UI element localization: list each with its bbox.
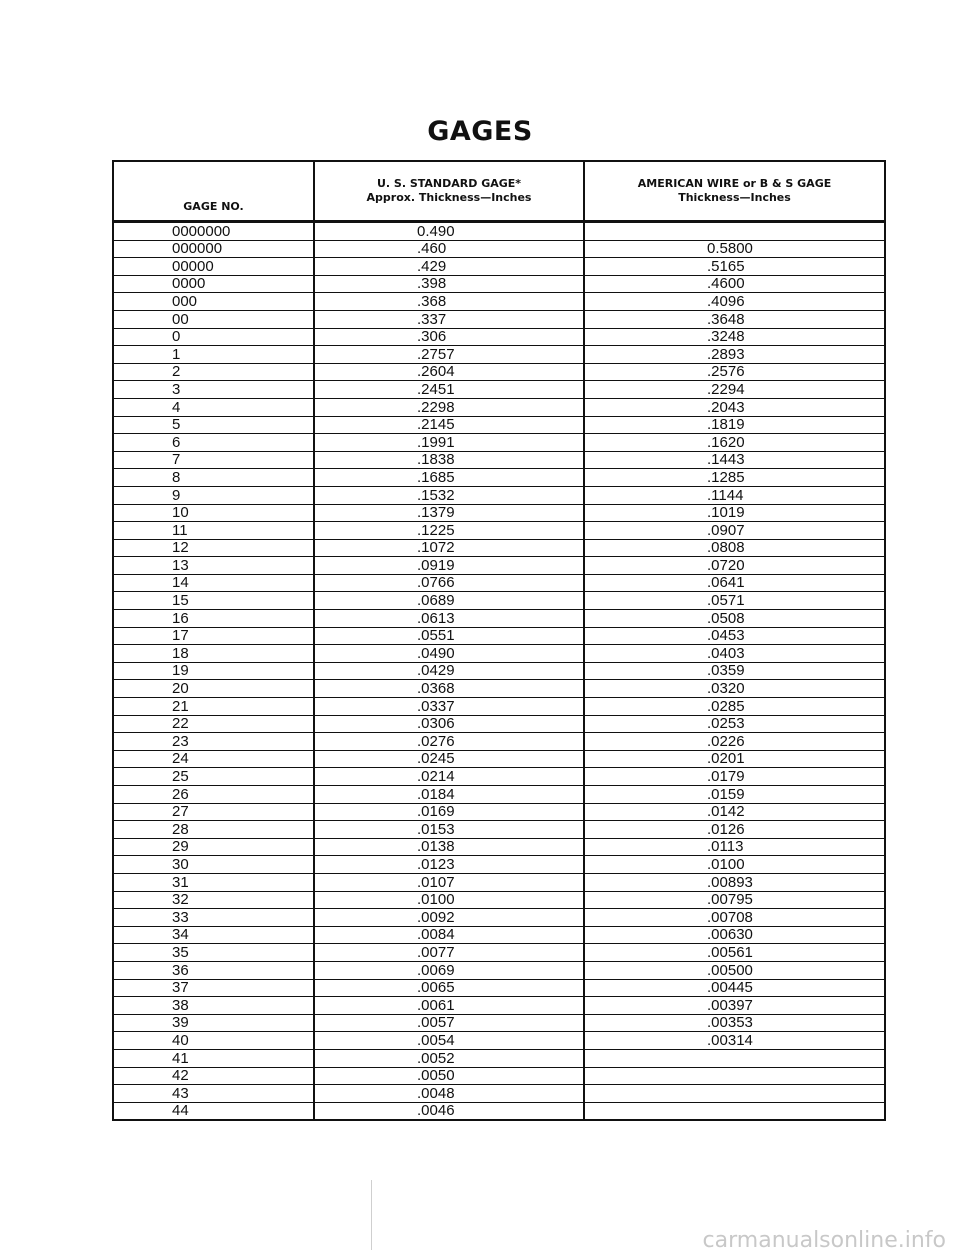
gage-cell: 39 xyxy=(114,1014,314,1032)
gage-cell: 33 xyxy=(114,909,314,927)
awg-cell: .1285 xyxy=(584,469,884,487)
awg-cell: .0508 xyxy=(584,610,884,628)
us-standard-cell: .0065 xyxy=(314,979,584,997)
table-row xyxy=(114,926,884,944)
table-row xyxy=(114,909,884,927)
table-row xyxy=(114,310,884,328)
table-row xyxy=(114,1049,884,1067)
us-standard-cell: .306 xyxy=(314,328,584,346)
table-row xyxy=(114,522,884,540)
us-standard-cell: .2145 xyxy=(314,416,584,434)
us-standard-cell: .0276 xyxy=(314,733,584,751)
us-standard-cell: .460 xyxy=(314,240,584,258)
awg-cell: .00353 xyxy=(584,1014,884,1032)
table-row xyxy=(114,856,884,874)
table-row xyxy=(114,1014,884,1032)
gage-cell: 42 xyxy=(114,1067,314,1085)
gage-cell: 31 xyxy=(114,873,314,891)
us-standard-cell: .0107 xyxy=(314,873,584,891)
awg-cell: .0253 xyxy=(584,715,884,733)
table-row xyxy=(114,434,884,452)
us-standard-cell: .0169 xyxy=(314,803,584,821)
us-standard-cell: .0069 xyxy=(314,961,584,979)
awg-cell: .00500 xyxy=(584,961,884,979)
table-row xyxy=(114,1032,884,1050)
us-standard-cell: .0123 xyxy=(314,856,584,874)
awg-cell: .00314 xyxy=(584,1032,884,1050)
table-row xyxy=(114,592,884,610)
awg-cell: .0571 xyxy=(584,592,884,610)
awg-cell: .0100 xyxy=(584,856,884,874)
table-row xyxy=(114,873,884,891)
awg-cell: .4096 xyxy=(584,293,884,311)
table-row xyxy=(114,698,884,716)
header-us-standard-title: U. S. STANDARD GAGE* xyxy=(376,177,522,190)
gage-cell: 22 xyxy=(114,715,314,733)
header-us-standard-sub: Approx. Thickness—Inches xyxy=(366,191,532,204)
gage-cell: 0000000 xyxy=(114,222,314,241)
table-row xyxy=(114,891,884,909)
awg-cell: .00630 xyxy=(584,926,884,944)
table-row xyxy=(114,258,884,276)
gage-cell: 8 xyxy=(114,469,314,487)
awg-cell: .0641 xyxy=(584,574,884,592)
table-row xyxy=(114,451,884,469)
table-row xyxy=(114,346,884,364)
us-standard-cell: .0337 xyxy=(314,698,584,716)
gage-cell: 20 xyxy=(114,680,314,698)
gages-table xyxy=(112,160,886,1121)
us-standard-cell: .0689 xyxy=(314,592,584,610)
gage-cell: 9 xyxy=(114,486,314,504)
awg-cell: .0907 xyxy=(584,522,884,540)
gage-cell: 11 xyxy=(114,522,314,540)
awg-cell: .0403 xyxy=(584,645,884,663)
us-standard-cell: .0214 xyxy=(314,768,584,786)
awg-cell: .0453 xyxy=(584,627,884,645)
gage-cell: 3 xyxy=(114,381,314,399)
us-standard-cell: .0046 xyxy=(314,1102,584,1119)
table-row xyxy=(114,275,884,293)
awg-cell xyxy=(584,1049,884,1067)
fold-line xyxy=(371,1180,372,1250)
awg-cell: .1443 xyxy=(584,451,884,469)
awg-cell: .3648 xyxy=(584,310,884,328)
gage-cell: 000 xyxy=(114,293,314,311)
us-standard-cell: .0052 xyxy=(314,1049,584,1067)
us-standard-cell: .1685 xyxy=(314,469,584,487)
awg-cell: .00893 xyxy=(584,873,884,891)
gage-cell: 0000 xyxy=(114,275,314,293)
awg-cell: .0113 xyxy=(584,838,884,856)
us-standard-cell: .0061 xyxy=(314,997,584,1015)
table-row xyxy=(114,838,884,856)
gage-cell: 17 xyxy=(114,627,314,645)
gage-cell: 12 xyxy=(114,539,314,557)
gage-cell: 16 xyxy=(114,610,314,628)
us-standard-cell: .1225 xyxy=(314,522,584,540)
gage-cell: 30 xyxy=(114,856,314,874)
awg-cell xyxy=(584,1085,884,1103)
us-standard-cell: .2757 xyxy=(314,346,584,364)
awg-cell: .00445 xyxy=(584,979,884,997)
table-row xyxy=(114,574,884,592)
us-standard-cell: .1379 xyxy=(314,504,584,522)
table-row xyxy=(114,645,884,663)
gage-cell: 10 xyxy=(114,504,314,522)
us-standard-cell: .429 xyxy=(314,258,584,276)
gage-cell: 34 xyxy=(114,926,314,944)
gage-cell: 37 xyxy=(114,979,314,997)
gage-cell: 26 xyxy=(114,786,314,804)
table-row xyxy=(114,469,884,487)
awg-cell: 0.5800 xyxy=(584,240,884,258)
gage-cell: 000000 xyxy=(114,240,314,258)
awg-cell: .0179 xyxy=(584,768,884,786)
gage-cell: 1 xyxy=(114,346,314,364)
us-standard-cell: .0057 xyxy=(314,1014,584,1032)
table-row xyxy=(114,240,884,258)
us-standard-cell: .0138 xyxy=(314,838,584,856)
us-standard-cell: .1072 xyxy=(314,539,584,557)
table-row xyxy=(114,557,884,575)
us-standard-cell: 0.490 xyxy=(314,222,584,241)
table-row xyxy=(114,1067,884,1085)
gage-cell: 40 xyxy=(114,1032,314,1050)
awg-cell xyxy=(584,1102,884,1119)
awg-cell: .0201 xyxy=(584,750,884,768)
us-standard-cell: .0919 xyxy=(314,557,584,575)
us-standard-cell: .0050 xyxy=(314,1067,584,1085)
table-row xyxy=(114,786,884,804)
awg-cell: .3248 xyxy=(584,328,884,346)
us-standard-cell: .1991 xyxy=(314,434,584,452)
table-row xyxy=(114,997,884,1015)
awg-cell: .0808 xyxy=(584,539,884,557)
awg-cell: .0226 xyxy=(584,733,884,751)
gage-cell: 25 xyxy=(114,768,314,786)
us-standard-cell: .0184 xyxy=(314,786,584,804)
awg-cell: .0126 xyxy=(584,821,884,839)
table-row xyxy=(114,363,884,381)
table-row xyxy=(114,1102,884,1119)
us-standard-cell: .0551 xyxy=(314,627,584,645)
gage-cell: 28 xyxy=(114,821,314,839)
awg-cell: .0720 xyxy=(584,557,884,575)
gage-cell: 23 xyxy=(114,733,314,751)
awg-cell: .2893 xyxy=(584,346,884,364)
header-gage-no: GAGE NO. xyxy=(114,162,314,222)
table-row xyxy=(114,821,884,839)
awg-cell: .0142 xyxy=(584,803,884,821)
table-row xyxy=(114,1085,884,1103)
watermark: carmanualsonline.info xyxy=(702,1228,946,1253)
us-standard-cell: .0153 xyxy=(314,821,584,839)
us-standard-cell: .0766 xyxy=(314,574,584,592)
awg-cell: .4600 xyxy=(584,275,884,293)
table-row xyxy=(114,222,884,241)
awg-cell: .0359 xyxy=(584,662,884,680)
gage-cell: 00 xyxy=(114,310,314,328)
awg-cell: .00708 xyxy=(584,909,884,927)
header-us-standard xyxy=(314,162,584,222)
gage-cell: 0 xyxy=(114,328,314,346)
gage-cell: 00000 xyxy=(114,258,314,276)
gage-cell: 14 xyxy=(114,574,314,592)
us-standard-cell: .0490 xyxy=(314,645,584,663)
table-row xyxy=(114,750,884,768)
table-row xyxy=(114,539,884,557)
gage-cell: 36 xyxy=(114,961,314,979)
gage-cell: 4 xyxy=(114,398,314,416)
awg-cell: .2294 xyxy=(584,381,884,399)
us-standard-cell: .368 xyxy=(314,293,584,311)
table-row xyxy=(114,627,884,645)
awg-cell: .5165 xyxy=(584,258,884,276)
awg-cell: .1144 xyxy=(584,486,884,504)
us-standard-cell: .2298 xyxy=(314,398,584,416)
table-row xyxy=(114,416,884,434)
gage-cell: 29 xyxy=(114,838,314,856)
table-row xyxy=(114,610,884,628)
table-row xyxy=(114,504,884,522)
table-row xyxy=(114,293,884,311)
awg-cell: .00397 xyxy=(584,997,884,1015)
table-row xyxy=(114,733,884,751)
us-standard-cell: .0245 xyxy=(314,750,584,768)
us-standard-cell: .0092 xyxy=(314,909,584,927)
gage-cell: 5 xyxy=(114,416,314,434)
gage-cell: 6 xyxy=(114,434,314,452)
gage-cell: 27 xyxy=(114,803,314,821)
table-row xyxy=(114,768,884,786)
gage-cell: 15 xyxy=(114,592,314,610)
table-row xyxy=(114,680,884,698)
us-standard-cell: .1532 xyxy=(314,486,584,504)
header-awg-sub: Thickness—Inches xyxy=(678,191,791,204)
gage-cell: 19 xyxy=(114,662,314,680)
us-standard-cell: .0429 xyxy=(314,662,584,680)
gage-cell: 24 xyxy=(114,750,314,768)
us-standard-cell: .0306 xyxy=(314,715,584,733)
us-standard-cell: .2451 xyxy=(314,381,584,399)
gage-cell: 35 xyxy=(114,944,314,962)
header-awg xyxy=(584,162,884,222)
awg-cell: .0285 xyxy=(584,698,884,716)
table-row xyxy=(114,328,884,346)
gage-cell: 32 xyxy=(114,891,314,909)
us-standard-cell: .0077 xyxy=(314,944,584,962)
awg-cell: .0159 xyxy=(584,786,884,804)
table-row xyxy=(114,803,884,821)
table-row xyxy=(114,961,884,979)
table-row xyxy=(114,662,884,680)
awg-cell xyxy=(584,1067,884,1085)
us-standard-cell: .2604 xyxy=(314,363,584,381)
us-standard-cell: .0100 xyxy=(314,891,584,909)
gage-cell: 21 xyxy=(114,698,314,716)
awg-cell xyxy=(584,222,884,241)
gage-cell: 43 xyxy=(114,1085,314,1103)
awg-cell: .00795 xyxy=(584,891,884,909)
us-standard-cell: .0613 xyxy=(314,610,584,628)
page-title: GAGES xyxy=(427,116,533,147)
us-standard-cell: .0368 xyxy=(314,680,584,698)
us-standard-cell: .1838 xyxy=(314,451,584,469)
table-body xyxy=(114,222,884,1120)
awg-cell: .1620 xyxy=(584,434,884,452)
gage-cell: 18 xyxy=(114,645,314,663)
gage-cell: 38 xyxy=(114,997,314,1015)
us-standard-cell: .398 xyxy=(314,275,584,293)
gage-cell: 44 xyxy=(114,1102,314,1119)
awg-cell: .00561 xyxy=(584,944,884,962)
gage-cell: 13 xyxy=(114,557,314,575)
table-row xyxy=(114,979,884,997)
us-standard-cell: .0048 xyxy=(314,1085,584,1103)
awg-cell: .2043 xyxy=(584,398,884,416)
table-row xyxy=(114,944,884,962)
header-awg-title: AMERICAN WIRE or B & S GAGE xyxy=(637,177,832,190)
table-header-row xyxy=(114,162,884,222)
gage-cell: 2 xyxy=(114,363,314,381)
table-row xyxy=(114,715,884,733)
gage-cell: 41 xyxy=(114,1049,314,1067)
table-row xyxy=(114,398,884,416)
awg-cell: .0320 xyxy=(584,680,884,698)
table-row xyxy=(114,381,884,399)
us-standard-cell: .0054 xyxy=(314,1032,584,1050)
table-row xyxy=(114,486,884,504)
us-standard-cell: .0084 xyxy=(314,926,584,944)
awg-cell: .1019 xyxy=(584,504,884,522)
gage-cell: 7 xyxy=(114,451,314,469)
awg-cell: .1819 xyxy=(584,416,884,434)
awg-cell: .2576 xyxy=(584,363,884,381)
us-standard-cell: .337 xyxy=(314,310,584,328)
